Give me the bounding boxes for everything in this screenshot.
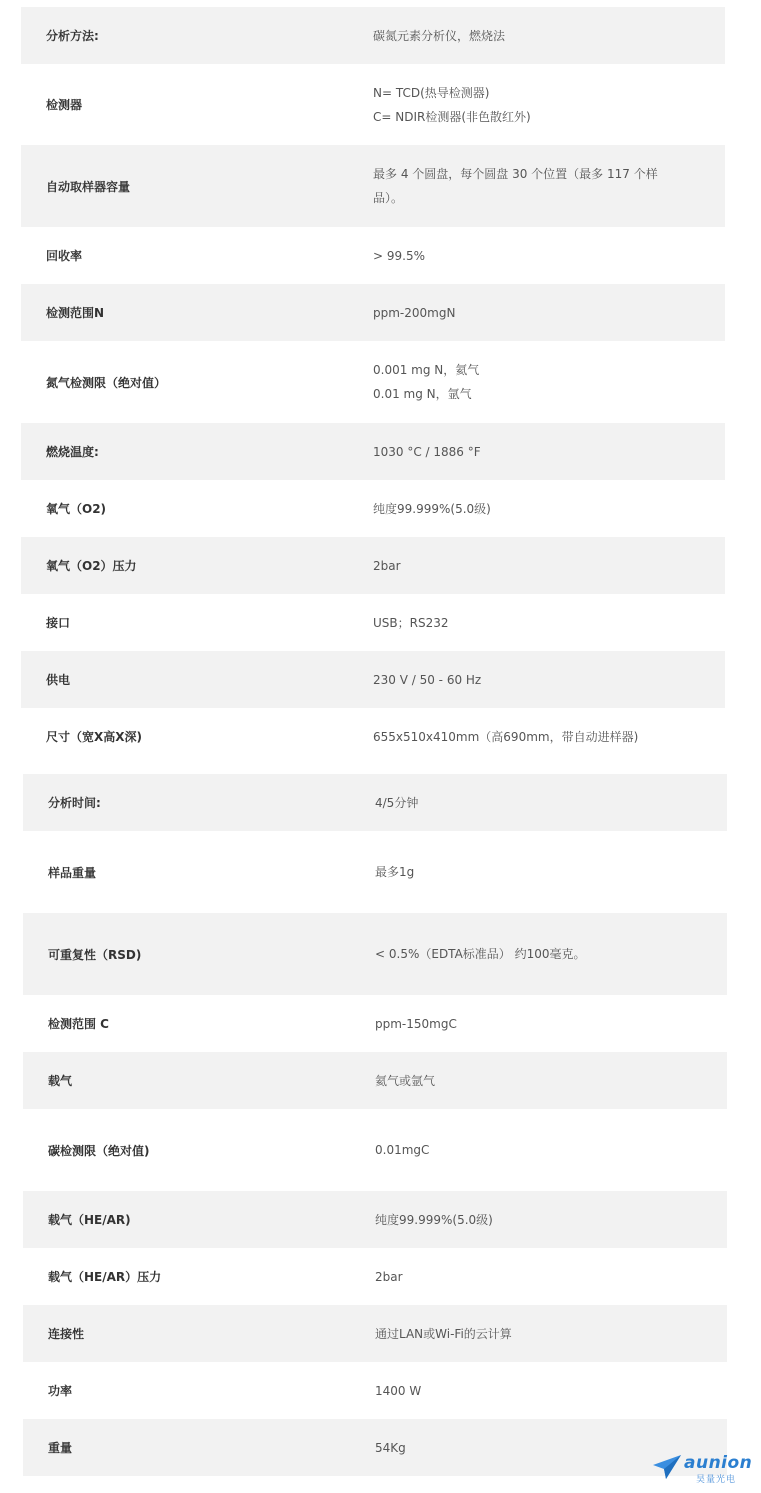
spec-value	[375, 1265, 727, 1289]
spec-value-line: 54Kg	[375, 1440, 406, 1455]
spec-value-line: 655x510x410mm（高690mm，带自动进样器)	[373, 729, 639, 744]
spec-row	[21, 7, 725, 64]
spec-value-line: 氦气或氩气	[375, 1073, 436, 1088]
logo-wordmark: aunion	[684, 1453, 753, 1473]
spec-row	[23, 1362, 727, 1419]
spec-row	[21, 145, 725, 227]
spec-row	[23, 1109, 727, 1191]
spec-value-line: 1030 °C / 1886 °F	[373, 444, 481, 459]
spec-row	[23, 774, 727, 831]
spec-value-line: 2bar	[375, 1269, 403, 1284]
spec-value-line: 最多 4 个圆盘，每个圆盘 30 个位置（最多 117 个样品）。	[373, 167, 658, 205]
spec-label: 检测器	[46, 98, 83, 112]
spec-value-line: 纯度99.999%(5.0级)	[373, 501, 491, 516]
spec-row	[23, 995, 727, 1052]
spec-value	[375, 1012, 727, 1036]
spec-row	[21, 64, 725, 145]
spec-label: 碳检测限（绝对值)	[48, 1143, 150, 1158]
spec-value-line: N= TCD(热导检测器)	[373, 85, 490, 100]
spec-label: 燃烧温度:	[46, 445, 99, 459]
spec-label: 检测范围N	[46, 306, 105, 320]
spec-label: 载气（HE/AR）压力	[48, 1270, 162, 1284]
spec-value-line: 通过LAN或Wi-Fi的云计算	[375, 1326, 512, 1341]
spec-label: 氮气检测限（绝对值）	[46, 375, 167, 390]
spec-value	[373, 440, 725, 464]
spec-label: 氧气（O2）压力	[46, 559, 137, 573]
spec-value	[375, 1208, 727, 1232]
spec-row	[23, 1305, 727, 1362]
spec-row	[21, 284, 725, 341]
spec-value-line: < 0.5%（EDTA标准品） 约100毫克。	[375, 947, 586, 961]
spec-value-line: 2bar	[373, 558, 401, 573]
spec-value	[373, 244, 725, 268]
spec-label: 功率	[48, 1384, 73, 1398]
spec-value-line: C= NDIR检测器(非色散红外)	[373, 109, 531, 124]
spec-label: 载气	[48, 1074, 73, 1088]
spec-row	[21, 537, 725, 594]
spec-value	[375, 1379, 727, 1403]
spec-value-line: 碳氮元素分析仪，燃烧法	[373, 28, 506, 43]
spec-label: 尺寸（宽X高X深)	[46, 730, 142, 744]
spec-value	[373, 554, 725, 578]
spec-value	[375, 942, 727, 966]
spec-value	[373, 24, 725, 48]
spec-row	[21, 480, 725, 537]
spec-value	[373, 301, 725, 325]
spec-row	[21, 708, 725, 765]
spec-label: 连接性	[48, 1327, 85, 1341]
spec-value	[375, 1322, 727, 1346]
spec-row	[23, 913, 727, 995]
spec-table-2	[23, 774, 727, 1476]
spec-value-line: 最多1g	[375, 865, 415, 879]
spec-value	[373, 611, 725, 635]
spec-value-line: 4/5分钟	[375, 795, 419, 810]
spec-value	[373, 81, 725, 129]
spec-value-line: 纯度99.999%(5.0级)	[375, 1212, 493, 1227]
spec-table-1	[21, 7, 725, 765]
spec-label: 分析方法:	[46, 29, 99, 43]
spec-value-line: ppm-200mgN	[373, 305, 456, 320]
spec-row	[23, 1419, 727, 1476]
spec-label: 可重复性（RSD)	[48, 947, 142, 962]
spec-value	[373, 725, 725, 749]
spec-value-line: 1400 W	[375, 1383, 422, 1398]
spec-row	[21, 341, 725, 423]
spec-label: 重量	[48, 1441, 73, 1455]
spec-value-line: ppm-150mgC	[375, 1016, 457, 1031]
spec-value-line: 230 V / 50 - 60 Hz	[373, 672, 482, 687]
spec-value	[373, 497, 725, 521]
spec-label: 检测范围 C	[48, 1017, 109, 1031]
spec-value-line: 0.01 mg N，氩气	[373, 387, 472, 401]
spec-value	[373, 668, 725, 692]
spec-value-line: 0.01mgC	[375, 1143, 430, 1157]
spec-row	[21, 651, 725, 708]
spec-value	[375, 1069, 727, 1093]
spec-row	[23, 1052, 727, 1109]
spec-row	[23, 1191, 727, 1248]
spec-row	[23, 831, 727, 913]
spec-label: 载气（HE/AR)	[48, 1213, 131, 1227]
spec-label: 氧气（O2)	[46, 502, 107, 516]
spec-value-line: USB；RS232	[373, 615, 449, 630]
spec-value-line: 0.001 mg N，氦气	[373, 363, 480, 377]
paper-plane-icon	[652, 1453, 682, 1481]
brand-logo	[652, 1453, 752, 1485]
spec-value	[375, 791, 727, 815]
spec-value	[373, 162, 725, 210]
spec-row	[21, 227, 725, 284]
spec-value	[375, 860, 727, 884]
spec-label: 分析时间:	[48, 796, 101, 810]
spec-row	[21, 594, 725, 651]
spec-label: 供电	[46, 673, 71, 687]
spec-label: 回收率	[46, 249, 83, 263]
spec-row	[23, 1248, 727, 1305]
spec-value	[373, 358, 725, 406]
spec-row	[21, 423, 725, 480]
spec-label: 自动取样器容量	[46, 179, 131, 194]
spec-label: 接口	[46, 616, 71, 630]
spec-value	[375, 1138, 727, 1162]
spec-label: 样品重量	[48, 865, 97, 880]
logo-subtext: 昊量光电	[696, 1475, 737, 1485]
spec-value-line: > 99.5%	[373, 248, 425, 263]
